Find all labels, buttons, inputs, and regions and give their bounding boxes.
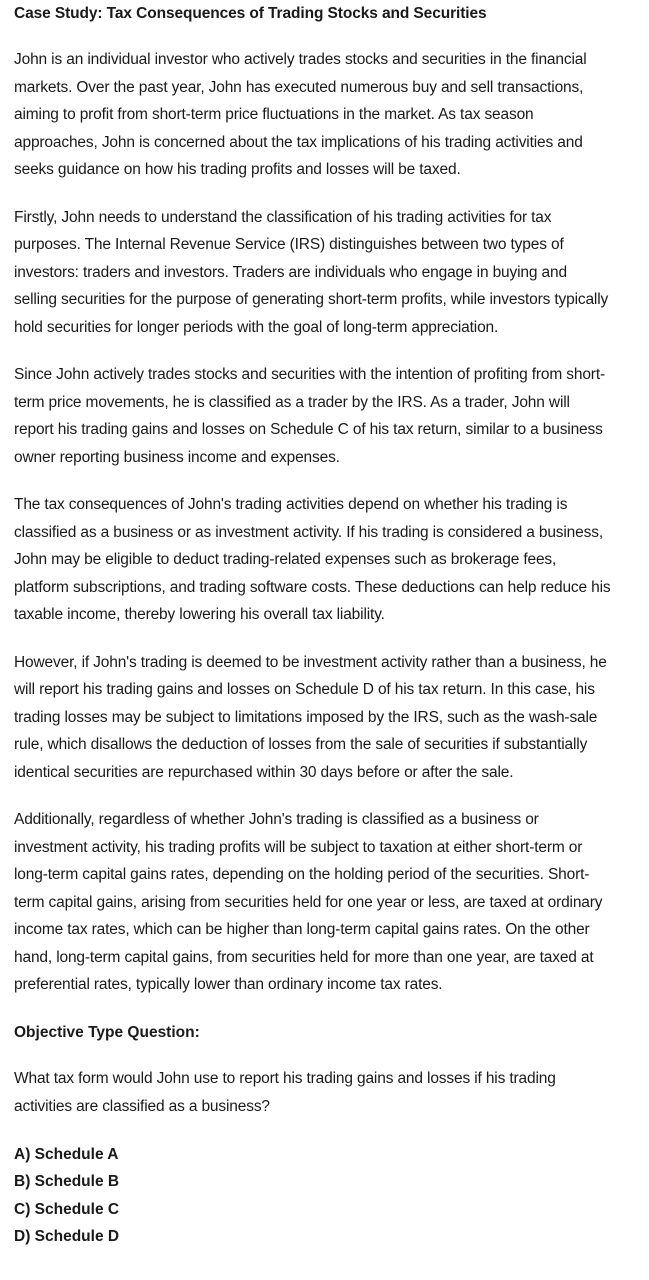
option-d: D) Schedule D [14,1228,120,1246]
option-b: B) Schedule B [14,1173,120,1191]
paragraph-classification: Firstly, John needs to understand the classification of his trading activities for tax purposes. The Internal Revenue Service (IRS) distinguishes between two types of investors: traders and investors. Traders are individuals who engage in buying and selling securities for the purpose of generating short-term profits, while investors typically hold securities for longer periods with the goal of long-term appreciation. [14,208,609,336]
option-c: C) Schedule C [14,1200,120,1218]
paragraph-investment-consequences: However, if John's trading is deemed to be investment activity rather than a business, he will report his trading gains and losses on Schedule D of his tax return. In this case, his trading losses may be subject to limitations imposed by the IRS, such as the wash-sale rule, which disallows the deduction of losses from the sale of securities if substantially identical securities are repurchased within 30 days before or after the sale. [14,653,607,781]
case-study-title: Case Study: Tax Consequences of Trading Stocks and Securities [14,5,487,22]
option-a: A) Schedule A [14,1146,119,1163]
paragraph-trader-status: Since John actively trades stocks and securities with the intention of profiting from short-term price movements, he is classified as a trader by the IRS. As a trader, John will report his trading gains and losses on Schedule C of his tax return, similar to a business owner reporting business income and expenses. [14,366,605,466]
question-heading: Objective Type Question: [14,1023,200,1041]
paragraph-business-consequences: The tax consequences of John's trading activities depend on whether his trading is classified as a business or as investment activity. If his trading is considered a business, John may be eligible to deduct trading-related expenses such as brokerage fees, platform subscriptions, and trading software costs. These deductions can help reduce his taxable income, thereby lowering his overall tax liability. [14,496,611,623]
question-text: What tax form would John use to report his trading gains and losses if his trading activities are classified as a business? [14,1070,556,1115]
answer-options [14,1141,611,1251]
paragraph-capital-gains: Additionally, regardless of whether John's trading is classified as a business or investment activity, his trading profits will be subject to taxation at either short-term or long-term capital gains rates, depending on the holding period of the securities. Short-term capital gains, arising from securities held for one year or less, are taxed at ordinary income tax rates, which can be higher than long-term capital gains rates. On the other hand, long-term capital gains, from securities held for more than one year, are taxed at preferential rates, typically lower than ordinary income tax rates. [14,811,603,993]
paragraph-intro: John is an individual investor who actively trades stocks and securities in the financial markets. Over the past year, John has executed numerous buy and sell transactions, aiming to profit from short-term price fluctuations in the market. As tax season approaches, John is concerned about the tax implications of his trading activities and seeks guidance on how his trading profits and losses will be taxed. [14,51,587,178]
